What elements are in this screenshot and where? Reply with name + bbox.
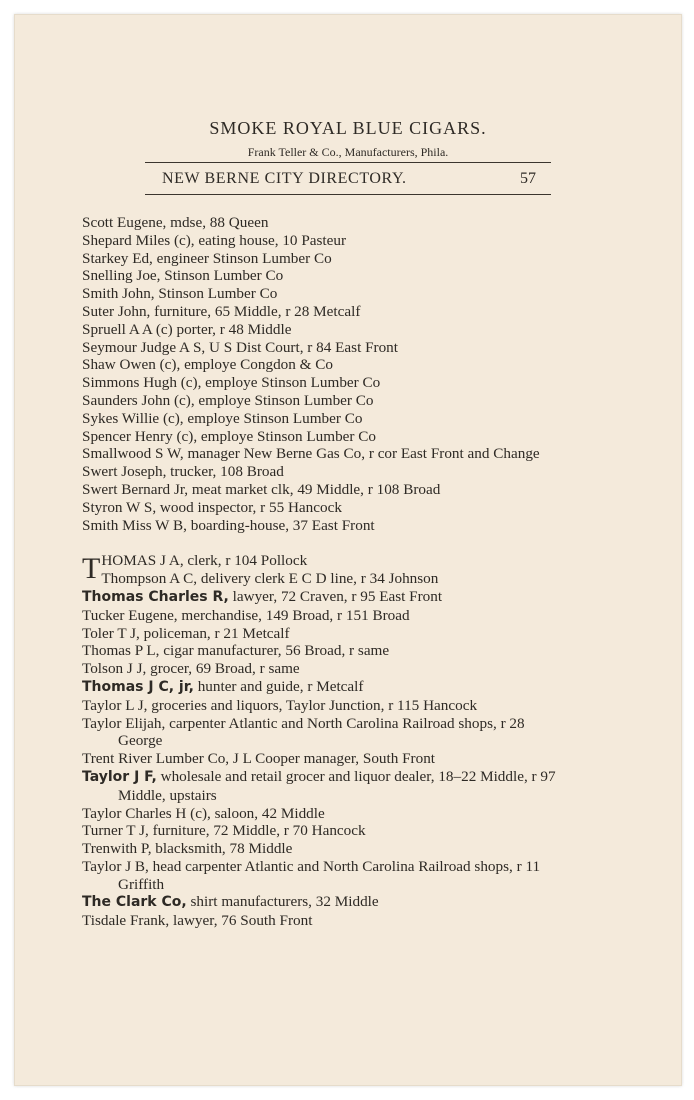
entry-text: hunter and guide, r Metcalf: [193, 677, 364, 695]
directory-entry: Spencer Henry (c), employe Stinson Lumber Co: [82, 427, 376, 445]
directory-entry: Styron W S, wood inspector, r 55 Hancock: [82, 498, 342, 516]
directory-entry: Seymour Judge A S, U S Dist Court, r 84 East Front: [82, 338, 398, 356]
entry-text: Tucker Eugene, merchandise, 149 Broad, r 151 Broad: [82, 606, 410, 624]
entry-bold-name: Taylor J F,: [82, 768, 157, 785]
entry-text: Trenwith P, blacksmith, 78 Middle: [82, 840, 293, 858]
directory-entry: [82, 660, 562, 678]
header-rule-top: [145, 162, 551, 163]
entry-text: Trent River Lumber Co, J L Cooper manager, South Front: [82, 750, 436, 768]
entry-text: Thomas P L, cigar manufacturer, 56 Broad, r same: [82, 642, 390, 660]
directory-entry: [82, 642, 562, 660]
entry-text: Tisdale Frank, lawyer, 76 South Front: [82, 912, 313, 930]
entry-text: lawyer, 72 Craven, r 95 East Front: [228, 587, 443, 605]
t-entries-list: [82, 588, 562, 930]
directory-entry: Starkey Ed, engineer Stinson Lumber Co: [82, 249, 332, 267]
header-rule-bottom: [145, 194, 551, 195]
directory-entry: Smith Miss W B, boarding-house, 37 East Front: [82, 516, 375, 534]
t-section-first-entry: [82, 552, 562, 588]
directory-entry: Shepard Miles (c), eating house, 10 Pasteur: [82, 231, 347, 249]
directory-entry: Swert Joseph, trucker, 108 Broad: [82, 463, 284, 481]
directory-entry: Spruell A A (c) porter, r 48 Middle: [82, 320, 292, 338]
entry-text: shirt manufacturers, 32 Middle: [186, 893, 379, 911]
directory-entry: [82, 822, 562, 840]
directory-entry: [82, 805, 562, 823]
page-number: 57: [520, 170, 536, 187]
directory-entry: Snelling Joe, Stinson Lumber Co: [82, 267, 284, 285]
directory-entry: Suter John, furniture, 65 Middle, r 28 Metcalf: [82, 302, 361, 320]
directory-entry: Shaw Owen (c), employe Congdon & Co: [82, 356, 333, 374]
advertisement-subtitle: Frank Teller & Co., Manufacturers, Phila.: [247, 145, 449, 159]
entry-bold-name: Thomas J C, jr,: [82, 678, 194, 695]
entry-text: Taylor Elijah, carpenter Atlantic and North Carolina Railroad shops, r 28 George: [82, 714, 525, 750]
directory-entry: [82, 715, 562, 751]
entry-text: Toler T J, policeman, r 21 Metcalf: [82, 624, 290, 642]
second-entry-text: Thompson A C, delivery clerk E C D line, r 34 Johnson: [101, 570, 439, 588]
directory-entry: [82, 840, 562, 858]
directory-entry: Simmons Hugh (c), employe Stinson Lumber Co: [82, 374, 381, 392]
entry-text: Tolson J J, grocer, 69 Broad, r same: [82, 660, 300, 678]
s-entries-list: [82, 214, 562, 534]
running-title: NEW BERNE CITY DIRECTORY.: [162, 170, 407, 187]
directory-entry: [82, 893, 562, 912]
directory-entry: [82, 697, 562, 715]
directory-page: [14, 14, 682, 1086]
directory-entry: Smith John, Stinson Lumber Co: [82, 285, 278, 303]
directory-entry: Saunders John (c), employe Stinson Lumber Co: [82, 391, 374, 409]
directory-entry: [82, 858, 562, 894]
advertisement-title: SMOKE ROYAL BLUE CIGARS.: [209, 118, 487, 138]
directory-entry: [82, 625, 562, 643]
entry-text: Taylor L J, groceries and liquors, Taylor Junction, r 115 Hancock: [82, 696, 478, 714]
entry-bold-name: Thomas Charles R,: [82, 588, 229, 605]
directory-entry: Sykes Willie (c), employe Stinson Lumber Co: [82, 409, 363, 427]
entry-text: wholesale and retail grocer and liquor dealer, 18–22 Middle, r 97 Middle, upstairs: [118, 767, 556, 804]
directory-entry: Smallwood S W, manager New Berne Gas Co, r cor East Front and Change: [82, 445, 540, 463]
directory-entry: [82, 750, 562, 768]
entry-text: Taylor J B, head carpenter Atlantic and North Carolina Railroad shops, r 11 Griffith: [82, 857, 541, 893]
directory-entry: [82, 607, 562, 625]
directory-entry: [82, 588, 562, 607]
entry-text: Taylor Charles H (c), saloon, 42 Middle: [82, 804, 325, 822]
directory-entries: [82, 214, 562, 930]
directory-entry: Scott Eugene, mdse, 88 Queen: [82, 214, 269, 231]
entry-bold-name: The Clark Co,: [82, 894, 187, 911]
directory-entry: [82, 912, 562, 930]
drop-cap-letter: T: [82, 552, 101, 586]
directory-entry: [82, 678, 562, 697]
first-entry-text: HOMAS J A, clerk, r 104 Pollock: [101, 552, 308, 570]
entry-text: Turner T J, furniture, 72 Middle, r 70 Hancock: [82, 822, 366, 840]
directory-entry: [82, 768, 562, 805]
directory-entry: Swert Bernard Jr, meat market clk, 49 Middle, r 108 Broad: [82, 480, 441, 498]
section-gap: [82, 534, 562, 552]
